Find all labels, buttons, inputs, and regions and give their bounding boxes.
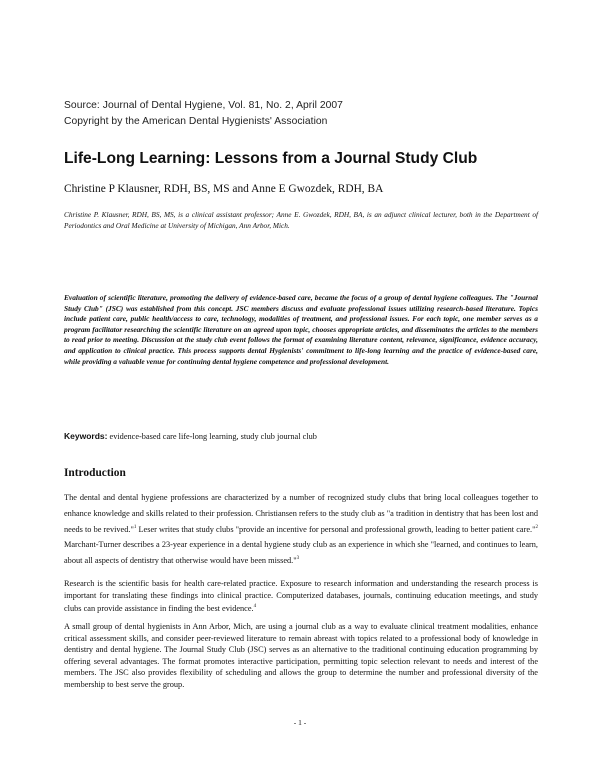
- p1-text-a: The dental and dental hygiene professions are characterized by a number of recognized study clubs that bring local colleagues together to enhance knowledge and skills related to their profession. Christiansen refers to the study club as "a tradition in dentistry that has been lost and needs to be revived.": [64, 493, 538, 534]
- p2-text: Research is the scientific basis for health care-related practice. Exposure to research information and understanding the research process is important for translating these findings into clinical practice. Computerized databases, journals, continuing education meetings, and study clubs can provide assistance in finding the best evidence.: [64, 579, 538, 613]
- intro-paragraph-3: A small group of dental hygienists in Ann Arbor, Mich, are using a journal club as a way to evaluate clinical treatment modalities, enhance critical assessment skills, and consider peer-reviewed literature to remain abreast with topics related to a professional body of knowledge in dentistry and dental hygiene. The Journal Study Club (JSC) serves as an alternative to the traditional continuing education programming by offering several advantages. The format promotes interactive participation, permitting topic selection relevant to needs and interest of the members. The JSC also provides flexibility of scheduling and allows the group to determine the number and professional diversity of the membership to best serve the group.: [64, 622, 538, 689]
- citation-ref-4: 4: [253, 604, 257, 610]
- keywords-label: Keywords:: [64, 431, 108, 441]
- author-affiliation: Christine P. Klausner, RDH, BS, MS, is a clinical assistant professor; Anne E. Gwozdek, RDH, BA, is an adjunct clinical lecturer, both in the Department of Periodontics and Oral Medicine at University of Michigan, Ann Arbor, Mich.: [64, 210, 538, 230]
- author-line: Christine P Klausner, RDH, BS, MS and Anne E Gwozdek, RDH, BA: [64, 183, 384, 195]
- abstract: Evaluation of scientific literature, promoting the delivery of evidence-based care, became the focus of a group of dental hygiene colleagues. The "Journal Study Club" (JSC) was established from this concept. JSC members discuss and evaluate professional issues utilizing research-based literature. Topics include patient care, public health/access to care, technology, modalities of treatment, and professional issues. For each topic, one member serves as a program facilitator researching the scientific literature on an agreed upon topic, chooses appropriate articles, and disseminates the articles to the members to read prior to meeting. Discussion at the study club event follows the format of examining literature content, relevance, significance, evidence accuracy, and application to clinical practice. This process supports dental Hygienists' commitment to life-long learning and the practice of evidence-based care, while providing a valuable venue for continuing dental hygiene competence and professional development.: [64, 293, 538, 366]
- intro-paragraph-1: [64, 490, 538, 569]
- citation-ref-1: 1: [133, 524, 137, 530]
- p1-text-c: Marchant-Turner describes a 23-year experience in a dental hygiene study club as an experience in which she "learned, and continues to learn, about all aspects of dentistry that otherwise would have been missed.": [64, 540, 538, 566]
- copyright-line: Copyright by the American Dental Hygienists' Association: [64, 116, 328, 127]
- keywords-text: evidence-based care life-long learning, study club journal club: [109, 432, 317, 441]
- citation-ref-3: 3: [296, 556, 300, 562]
- intro-paragraph-2: [64, 578, 538, 615]
- introduction-heading: Introduction: [64, 467, 126, 479]
- keywords-line: [64, 431, 317, 441]
- citation-ref-2: 2: [535, 524, 538, 530]
- article-title: Life-Long Learning: Lessons from a Journal Study Club: [64, 150, 478, 167]
- page-number: - 1 -: [293, 718, 307, 727]
- p1-text-b: Leser writes that study clubs "provide an incentive for personal and professional growth, leading to better patient care.": [136, 524, 536, 534]
- source-line: Source: Journal of Dental Hygiene, Vol. 81, No. 2, April 2007: [64, 100, 343, 111]
